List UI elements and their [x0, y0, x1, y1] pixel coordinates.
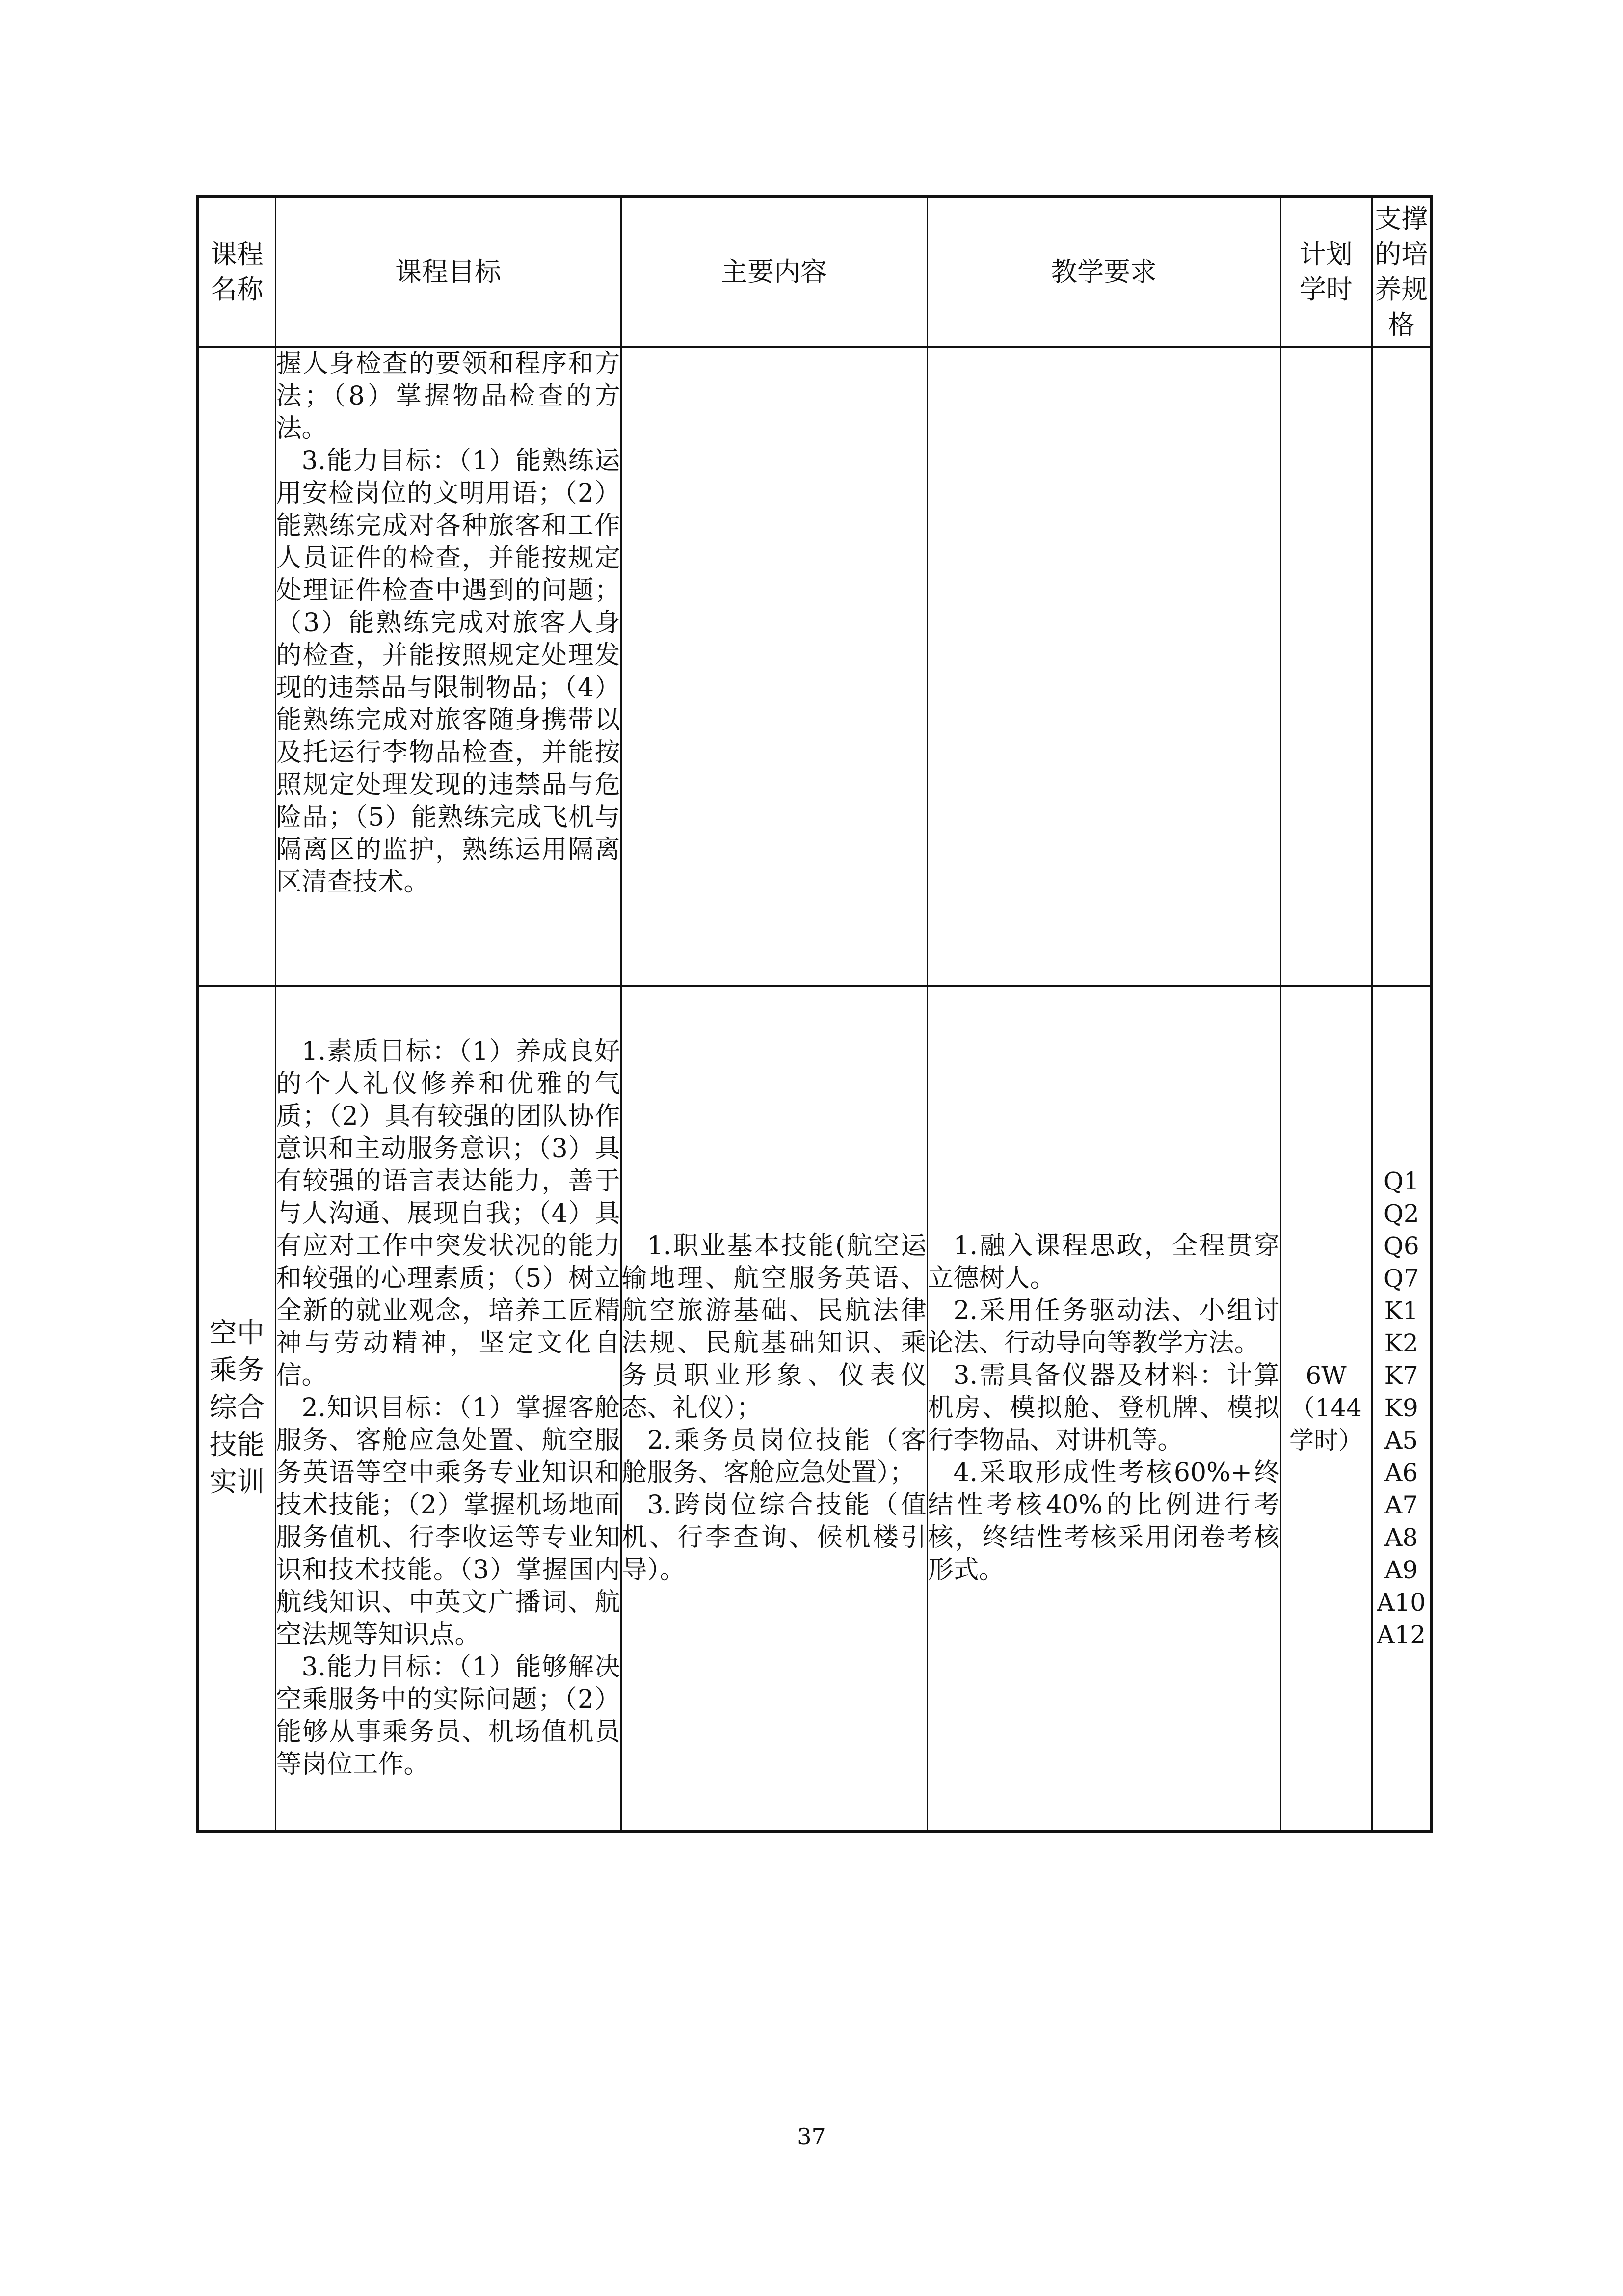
hours-line: 学时） [1289, 1426, 1363, 1455]
spec-code: A8 [1384, 1523, 1418, 1552]
header-text: 课程 [210, 238, 264, 270]
header-teaching-requirement: 教学要求 [927, 196, 1280, 347]
page-number: 37 [797, 2123, 826, 2150]
content-paragraph: 1.职业基本技能(航空运输地理、航空服务英语、航空旅游基础、民航法律法规、民航基础知识、乘务员职业形象、仪表仪态、礼仪）； [621, 1231, 927, 1423]
supported-specs-cell [1372, 986, 1432, 1831]
goal-paragraph: 握人身检查的要领和程序和方法；（8）掌握物品检查的方法。 [276, 349, 620, 443]
spec-code: K2 [1384, 1329, 1418, 1358]
header-text: 的培 [1375, 238, 1428, 270]
spec-code: A5 [1384, 1426, 1418, 1455]
table-row [198, 986, 1432, 1831]
spec-code: A6 [1384, 1459, 1418, 1487]
requirement-paragraph: 2.采用任务驱动法、小组讨论法、行动导向等教学方法。 [928, 1296, 1280, 1358]
spec-code: A7 [1384, 1491, 1418, 1520]
header-planned-hours [1280, 196, 1372, 347]
hours-line: 6W [1305, 1361, 1347, 1390]
spec-code: K1 [1384, 1297, 1418, 1325]
header-main-content: 主要内容 [621, 196, 927, 347]
spec-code: A9 [1384, 1556, 1418, 1585]
course-goal-cell [275, 986, 621, 1831]
header-supported-specs [1372, 196, 1432, 347]
course-name-line: 实训 [209, 1466, 265, 1499]
header-text: 名称 [210, 273, 264, 305]
spec-code: Q6 [1383, 1232, 1419, 1261]
spec-code: A12 [1377, 1621, 1426, 1649]
course-name-line: 技能 [209, 1429, 265, 1461]
spec-code: Q7 [1383, 1264, 1419, 1293]
hours-line: （144 [1290, 1394, 1362, 1423]
content-paragraph: 2.乘务员岗位技能（客舱服务、客舱应急处置）； [621, 1426, 927, 1488]
goal-paragraph: 1.素质目标：（1）养成良好的个人礼仪修养和优雅的气质；（2）具有较强的团队协作意识和主动服务意识；（3）具有较强的语言表达能力，善于与人沟通、展现自我；（4）具有应对工作中突发状况的能力和较强的心理素质；（5）树立全新的就业观念，培养工匠精神与劳动精神，坚定文化自信。 [276, 1037, 620, 1391]
goal-paragraph: 2.知识目标：（1）掌握客舱服务、客舱应急处置、航空服务英语等空中乘务专业知识和技术技能；（2）掌握机场地面服务值机、行李收运等专业知识和技术技能。（3）掌握国内航线知识、中英文广播词、航空法规等知识点。 [276, 1393, 620, 1650]
header-text: 学时 [1300, 273, 1353, 305]
spec-code: Q1 [1383, 1167, 1419, 1196]
requirement-paragraph: 4.采取形成性考核60%+终结性考核40%的比例进行考核，终结性考核采用闭卷考核形式。 [928, 1458, 1280, 1585]
planned-hours-cell [1280, 986, 1372, 1831]
course-name-line: 综合 [209, 1392, 265, 1424]
teaching-requirement-cell [927, 986, 1280, 1831]
header-course-goal: 课程目标 [275, 196, 621, 347]
spec-code: Q2 [1383, 1199, 1419, 1228]
spec-code: K7 [1384, 1361, 1418, 1390]
spec-code: A10 [1377, 1588, 1426, 1617]
header-course-name [198, 196, 275, 347]
supported-specs-cell [1372, 347, 1432, 986]
course-name-cell [198, 986, 275, 1831]
requirement-paragraph: 3.需具备仪器及材料：计算机房、模拟舱、登机牌、模拟行李物品、对讲机等。 [928, 1361, 1280, 1456]
course-name-cell [198, 347, 275, 986]
course-goal-cell [275, 347, 621, 986]
planned-hours-cell [1280, 347, 1372, 986]
content-paragraph: 3.跨岗位综合技能（值机、行李查询、候机楼引导）。 [621, 1490, 927, 1585]
requirement-paragraph: 1.融入课程思政，全程贯穿立德树人。 [928, 1231, 1280, 1294]
header-text: 格 [1388, 309, 1415, 340]
goal-paragraph: 3.能力目标：（1）能够解决空乘服务中的实际问题；（2）能够从事乘务员、机场值机员等岗位工作。 [276, 1652, 620, 1780]
header-text: 支撑 [1375, 203, 1428, 234]
header-text: 养规 [1375, 273, 1428, 305]
main-content-cell [621, 986, 927, 1831]
spec-code: K9 [1384, 1394, 1418, 1423]
course-table [196, 195, 1433, 1833]
course-name-line: 乘务 [209, 1354, 265, 1387]
main-content-cell [621, 347, 927, 986]
teaching-requirement-cell [927, 347, 1280, 986]
course-name-line: 空中 [209, 1317, 265, 1350]
table-row [198, 347, 1432, 986]
header-row [198, 196, 1432, 347]
goal-paragraph: 3.能力目标：（1）能熟练运用安检岗位的文明用语；（2）能熟练完成对各种旅客和工作人员证件的检查，并能按规定处理证件检查中遇到的问题；（3）能熟练完成对旅客人身的检查，并能按照规定处理发现的违禁品与限制物品；（4）能熟练完成对旅客随身携带以及托运行李物品检查，并能按照规定处理发现的违禁品与危险品；（5）能熟练完成飞机与隔离区的监护，熟练运用隔离区清查技术。 [276, 446, 620, 897]
header-text: 计划 [1300, 238, 1353, 270]
